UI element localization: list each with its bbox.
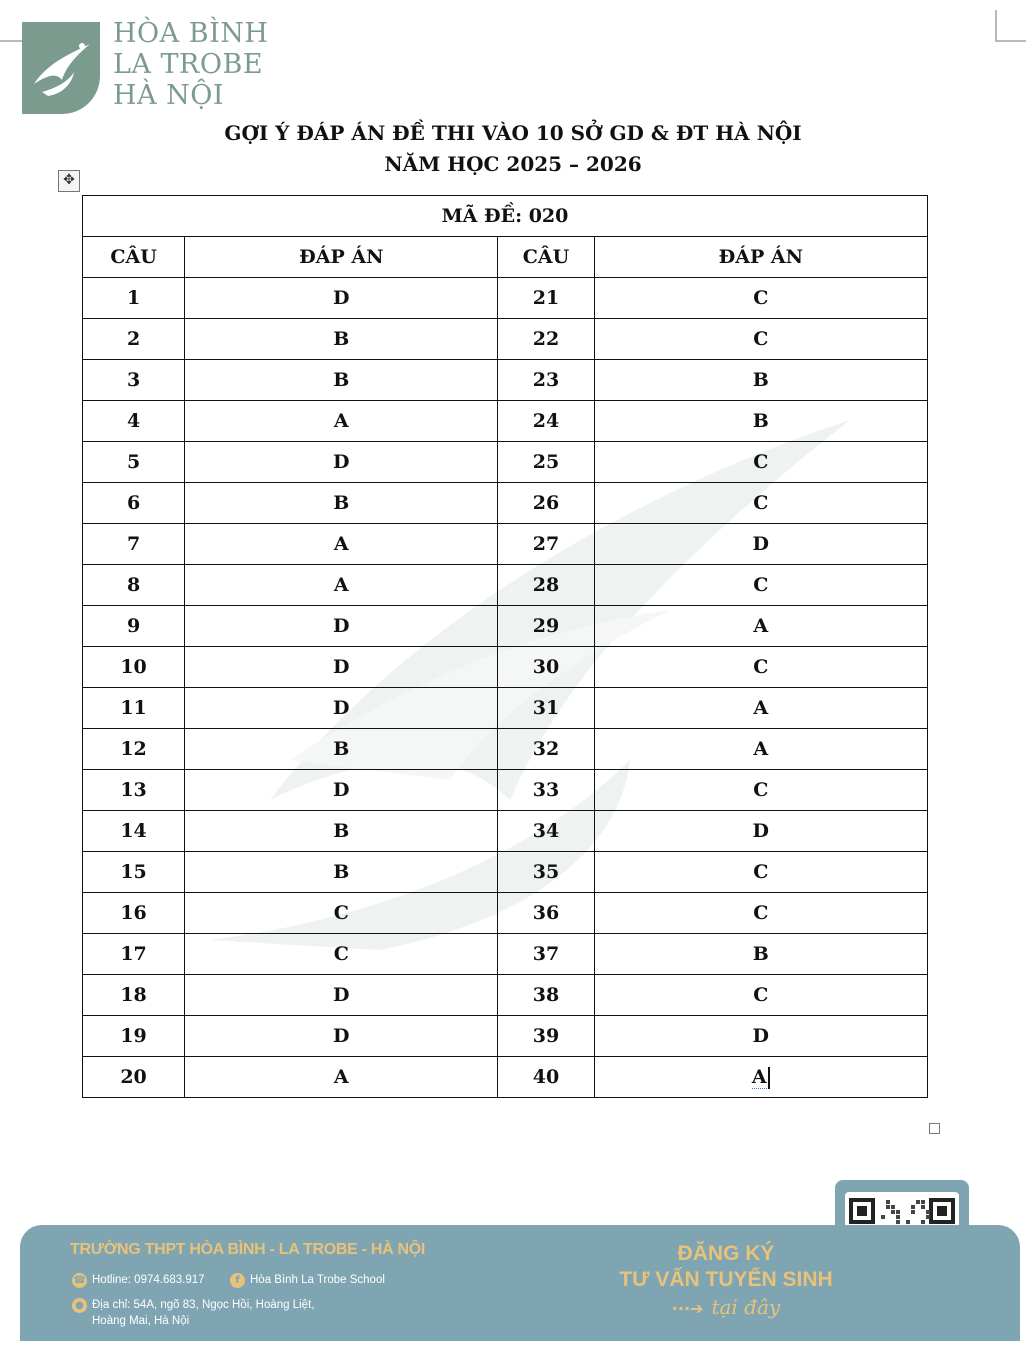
- qr-module: [891, 1210, 895, 1214]
- question-number-right: [498, 975, 594, 1016]
- question-number-right-text: 24: [532, 410, 560, 432]
- answer-left: [185, 893, 498, 934]
- question-number-left: [83, 975, 185, 1016]
- question-number-left-text: 14: [120, 820, 147, 842]
- answer-right: [594, 442, 927, 483]
- question-number-left: [83, 647, 185, 688]
- answer-right-text: D: [752, 820, 770, 842]
- answer-left: [185, 934, 498, 975]
- question-number-right-text: 35: [532, 861, 560, 883]
- answer-right: [594, 1057, 927, 1098]
- answer-right: [594, 729, 927, 770]
- table-row: [83, 606, 928, 647]
- answer-left: [185, 278, 498, 319]
- answer-left-text: A: [333, 1066, 349, 1088]
- answer-left: [185, 852, 498, 893]
- question-number-right: [498, 1057, 594, 1098]
- answer-right-text: C: [753, 574, 769, 596]
- table-move-icon[interactable]: ✥: [58, 170, 80, 192]
- answer-left-text: D: [333, 779, 350, 801]
- question-number-left-text: 11: [120, 697, 147, 719]
- qr-module: [896, 1215, 900, 1219]
- question-number-right: [498, 811, 594, 852]
- answer-right: [594, 606, 927, 647]
- answer-right-text: C: [753, 902, 769, 924]
- answer-right: [594, 524, 927, 565]
- footer-hotline[interactable]: Hotline: 0974.683.917: [92, 1274, 205, 1286]
- answer-right-text: B: [752, 369, 769, 391]
- question-number-left-text: 4: [126, 410, 141, 432]
- question-number-right-text: 38: [532, 984, 560, 1006]
- table-row: [83, 565, 928, 606]
- question-number-left: [83, 606, 185, 647]
- register-line-2: TƯ VẤN TUYỂN SINH: [619, 1268, 833, 1291]
- answer-right: [594, 278, 927, 319]
- table-row: [83, 934, 928, 975]
- question-number-left: [83, 360, 185, 401]
- logo-line-3: HÀ NỘI: [113, 80, 225, 111]
- facebook-icon: f: [230, 1273, 245, 1288]
- answer-right: [594, 811, 927, 852]
- question-number-right: [498, 606, 594, 647]
- answer-right-text: B: [752, 943, 769, 965]
- table-row: [83, 688, 928, 729]
- question-number-left-text: 2: [126, 328, 141, 350]
- question-number-left-text: 3: [126, 369, 141, 391]
- question-number-left-text: 5: [126, 451, 141, 473]
- answer-left-text: D: [333, 287, 350, 309]
- answer-right-text: C: [753, 328, 769, 350]
- question-number-left-text: 7: [126, 533, 141, 555]
- question-number-left-text: 10: [120, 656, 147, 678]
- qr-module: [906, 1220, 910, 1224]
- qr-module: [881, 1215, 885, 1219]
- register-line-1: ĐĂNG KÝ: [677, 1242, 775, 1265]
- answer-right: [594, 483, 927, 524]
- qr-module: [911, 1210, 915, 1214]
- answer-right: [594, 770, 927, 811]
- question-number-right-text: 33: [532, 779, 560, 801]
- question-number-left: [83, 811, 185, 852]
- question-number-right-text: 40: [532, 1066, 560, 1088]
- phone-icon: ☎: [73, 1275, 86, 1286]
- text-cursor: [768, 1067, 770, 1089]
- answer-left-text: C: [333, 943, 349, 965]
- arrow-right-icon: ···➔: [671, 1299, 704, 1318]
- table-row: [83, 401, 928, 442]
- question-number-right-text: 26: [532, 492, 560, 514]
- question-number-right: [498, 565, 594, 606]
- question-number-left: [83, 729, 185, 770]
- answer-right-text: C: [753, 451, 769, 473]
- school-logo-text: [113, 18, 313, 111]
- footer-banner: [20, 1225, 1020, 1341]
- answer-left-text: D: [333, 984, 350, 1006]
- question-number-right: [498, 483, 594, 524]
- table-row: [83, 852, 928, 893]
- question-number-left: [83, 852, 185, 893]
- question-number-left-text: 15: [120, 861, 147, 883]
- answer-right-text: D: [752, 533, 770, 555]
- answer-right-text: C: [753, 656, 769, 678]
- question-number-left-text: 19: [120, 1025, 147, 1047]
- answer-left-text: A: [333, 574, 349, 596]
- answer-right: [594, 647, 927, 688]
- page-corner-mark-right: [995, 10, 1026, 42]
- question-number-left-text: 18: [120, 984, 147, 1006]
- answer-right-text: C: [753, 492, 769, 514]
- answer-left: [185, 688, 498, 729]
- question-number-left-text: 6: [126, 492, 141, 514]
- exam-code: MÃ ĐỀ: 020: [83, 196, 928, 237]
- answer-left-text: A: [333, 533, 349, 555]
- answer-left-text: B: [333, 820, 350, 842]
- question-number-left-text: 20: [120, 1066, 147, 1088]
- table-resize-handle[interactable]: [929, 1123, 940, 1134]
- answer-right-text: C: [753, 287, 769, 309]
- question-number-right-text: 34: [532, 820, 560, 842]
- question-number-left: [83, 1057, 185, 1098]
- table-row: [83, 1057, 928, 1098]
- answer-right: [594, 893, 927, 934]
- footer-address-line-1: Địa chỉ: 54A, ngõ 83, Ngọc Hồi, Hoàng Liệt,: [92, 1299, 315, 1311]
- question-number-right: [498, 647, 594, 688]
- header-answer-right: ĐÁP ÁN: [594, 237, 927, 278]
- table-row: [83, 524, 928, 565]
- question-number-left-text: 9: [126, 615, 141, 637]
- answer-right-text: C: [753, 984, 769, 1006]
- answer-right-text: D: [752, 1025, 770, 1047]
- question-number-right: [498, 852, 594, 893]
- question-number-right: [498, 524, 594, 565]
- question-number-right: [498, 278, 594, 319]
- question-number-left: [83, 934, 185, 975]
- logo-line-2: LA TROBE: [113, 49, 264, 80]
- answer-left: [185, 483, 498, 524]
- answer-right-text: C: [753, 861, 769, 883]
- question-number-left: [83, 483, 185, 524]
- logo-bird-icon: [22, 22, 100, 114]
- answer-left-text: D: [333, 615, 350, 637]
- answer-left-text: B: [333, 328, 350, 350]
- question-number-right-text: 22: [532, 328, 560, 350]
- question-number-right-text: 32: [532, 738, 560, 760]
- table-row: [83, 729, 928, 770]
- answer-right-text: A: [753, 738, 769, 760]
- answer-left: [185, 975, 498, 1016]
- question-number-right-text: 21: [532, 287, 560, 309]
- register-line-3: tại đây: [711, 1295, 781, 1319]
- question-number-right-text: 30: [532, 656, 560, 678]
- table-row: [83, 360, 928, 401]
- qr-module: [896, 1220, 900, 1224]
- question-number-right: [498, 1016, 594, 1057]
- footer-address-line-2: Hoàng Mai, Hà Nội: [92, 1315, 190, 1327]
- answer-left: [185, 1016, 498, 1057]
- footer-school-name: TRƯỜNG THPT HÒA BÌNH - LA TROBE - HÀ NỘI: [70, 1241, 426, 1258]
- answer-right: [594, 360, 927, 401]
- table-row: [83, 319, 928, 360]
- question-number-left-text: 1: [126, 287, 141, 309]
- answer-right: [594, 401, 927, 442]
- question-number-left: [83, 442, 185, 483]
- table-row: [83, 811, 928, 852]
- qr-module: [891, 1205, 895, 1209]
- answer-left: [185, 647, 498, 688]
- question-number-right: [498, 401, 594, 442]
- answer-left: [185, 1057, 498, 1098]
- question-number-left-text: 13: [120, 779, 147, 801]
- register-consult-link[interactable]: [616, 1241, 836, 1323]
- question-number-left: [83, 401, 185, 442]
- answer-left-text: D: [333, 656, 350, 678]
- answer-left-text: B: [333, 492, 350, 514]
- answer-left: [185, 319, 498, 360]
- question-number-right: [498, 688, 594, 729]
- qr-module: [921, 1205, 925, 1209]
- answer-left: [185, 401, 498, 442]
- question-number-right: [498, 319, 594, 360]
- answer-left-text: D: [333, 697, 350, 719]
- question-number-left-text: 8: [126, 574, 141, 596]
- qr-module: [926, 1215, 930, 1219]
- table-row: [83, 442, 928, 483]
- answer-right: [594, 565, 927, 606]
- table-header-row: [83, 237, 928, 278]
- table-row: [83, 483, 928, 524]
- document-title: GỢI Ý ĐÁP ÁN ĐỀ THI VÀO 10 SỞ GD & ĐT HÀ NỘI: [224, 121, 802, 145]
- answer-right-text: A: [751, 1065, 767, 1088]
- header-answer-left: ĐÁP ÁN: [185, 237, 498, 278]
- page-corner-mark-left: [0, 10, 22, 42]
- qr-module: [916, 1200, 920, 1204]
- question-number-left-text: 17: [120, 943, 147, 965]
- question-number-right-text: 28: [532, 574, 560, 596]
- answer-right: [594, 319, 927, 360]
- table-row: [83, 647, 928, 688]
- answer-right-text: B: [752, 410, 769, 432]
- answer-left-text: B: [333, 369, 350, 391]
- answer-right: [594, 852, 927, 893]
- qr-module: [921, 1220, 925, 1224]
- exam-code-row: [83, 196, 928, 237]
- question-number-right-text: 36: [532, 902, 560, 924]
- answer-left: [185, 770, 498, 811]
- question-number-left: [83, 319, 185, 360]
- location-icon: ●: [72, 1298, 87, 1313]
- answer-left-text: D: [333, 451, 350, 473]
- question-number-left-text: 16: [120, 902, 147, 924]
- question-number-right: [498, 442, 594, 483]
- qr-module: [926, 1210, 930, 1214]
- answer-left: [185, 442, 498, 483]
- answer-left: [185, 565, 498, 606]
- answer-left: [185, 811, 498, 852]
- question-number-right: [498, 360, 594, 401]
- answer-left-text: B: [333, 861, 350, 883]
- answer-left: [185, 729, 498, 770]
- question-number-left: [83, 565, 185, 606]
- qr-module: [911, 1205, 915, 1209]
- answer-right: [594, 1016, 927, 1057]
- header-question-right: CÂU: [498, 237, 594, 278]
- qr-module: [886, 1205, 890, 1209]
- footer-facebook[interactable]: Hòa Bình La Trobe School: [250, 1274, 385, 1286]
- qr-module: [886, 1200, 890, 1204]
- table-row: [83, 975, 928, 1016]
- question-number-right-text: 23: [532, 369, 560, 391]
- question-number-left-text: 12: [120, 738, 147, 760]
- question-number-right-text: 31: [532, 697, 560, 719]
- table-row: [83, 278, 928, 319]
- question-number-left: [83, 770, 185, 811]
- question-number-right-text: 29: [532, 615, 560, 637]
- answer-right: [594, 975, 927, 1016]
- table-row: [83, 1016, 928, 1057]
- answer-right: [594, 688, 927, 729]
- qr-module: [896, 1210, 900, 1214]
- document-subtitle: NĂM HỌC 2025 – 2026: [384, 152, 642, 176]
- answer-left: [185, 524, 498, 565]
- qr-module: [921, 1200, 925, 1204]
- question-number-right-text: 39: [532, 1025, 560, 1047]
- header-question-left: CÂU: [83, 237, 185, 278]
- question-number-left: [83, 688, 185, 729]
- answer-right-text: C: [753, 779, 769, 801]
- logo-line-1: HÒA BÌNH: [113, 18, 269, 49]
- answer-left-text: B: [333, 738, 350, 760]
- answer-key-table: [82, 195, 928, 1098]
- question-number-right: [498, 893, 594, 934]
- table-row: [83, 770, 928, 811]
- table-row: [83, 893, 928, 934]
- question-number-left: [83, 893, 185, 934]
- answer-left-text: D: [333, 1025, 350, 1047]
- question-number-right-text: 27: [532, 533, 560, 555]
- answer-right-text: A: [753, 615, 769, 637]
- question-number-right: [498, 934, 594, 975]
- answer-right: [594, 934, 927, 975]
- answer-left: [185, 606, 498, 647]
- answer-left-text: A: [333, 410, 349, 432]
- answer-left-text: C: [333, 902, 349, 924]
- question-number-right-text: 25: [532, 451, 560, 473]
- question-number-left: [83, 1016, 185, 1057]
- question-number-left: [83, 524, 185, 565]
- question-number-right-text: 37: [532, 943, 560, 965]
- answer-left: [185, 360, 498, 401]
- answer-right-text: A: [753, 697, 769, 719]
- question-number-right: [498, 729, 594, 770]
- question-number-right: [498, 770, 594, 811]
- question-number-left: [83, 278, 185, 319]
